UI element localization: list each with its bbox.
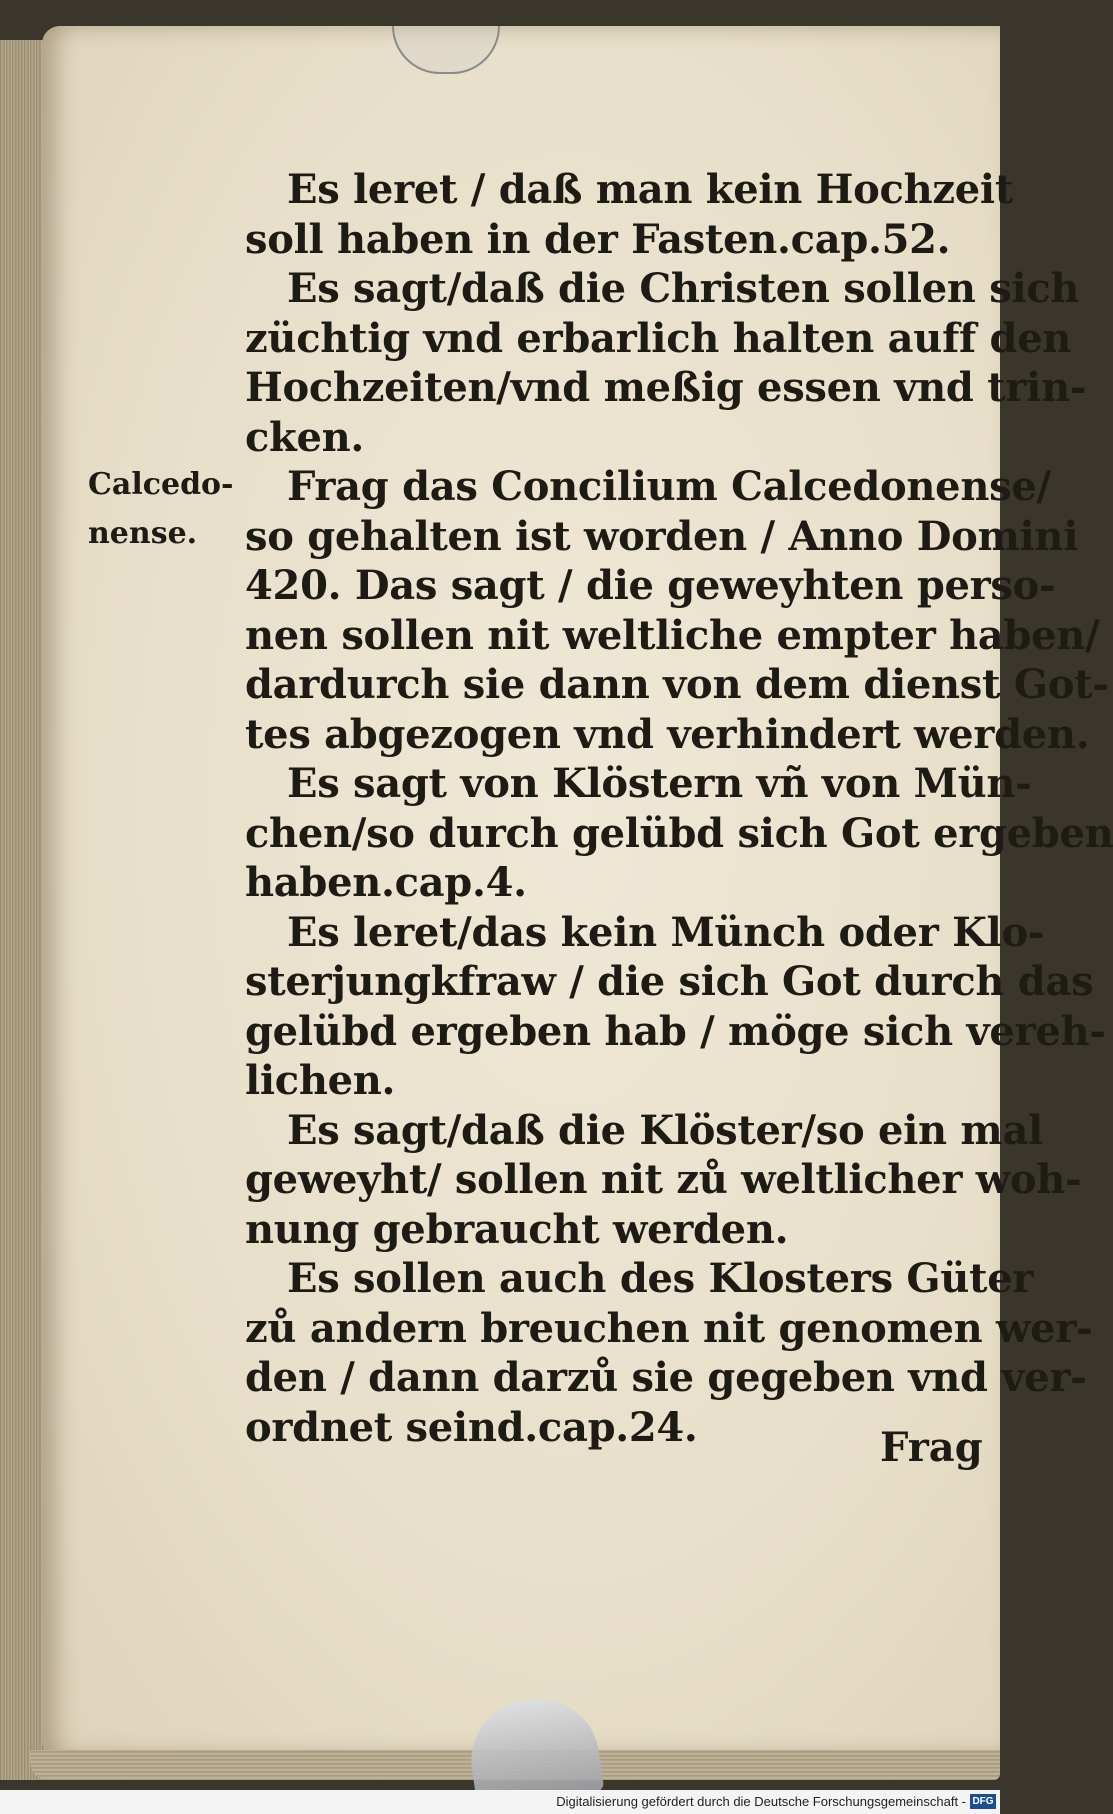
text-line: Es sagt/daß die Klöster/so ein mal (287, 1106, 1043, 1154)
digitization-credit: Digitalisierung gefördert durch die Deutsche Forschungsgemeinschaft - (556, 1794, 966, 1809)
text-line: Es sagt von Klöstern vñ von Mün- (287, 760, 1032, 807)
margin-note (88, 460, 234, 558)
text-line: nung gebraucht werden. (245, 1205, 789, 1253)
text-line: ordnet seind.cap.24. (245, 1403, 698, 1451)
text-line: geweyht/ sollen nit zů weltlicher woh- (245, 1156, 1082, 1203)
text-line: Frag das Concilium Calcedonense/ (287, 463, 1051, 510)
text-line: haben.cap.4. (245, 859, 527, 906)
text-line: chen/so durch gelübd sich Got ergeben (245, 809, 1113, 857)
text-line: gelübd ergeben hab / möge sich vereh- (245, 1007, 1106, 1055)
text-line: nen sollen nit weltliche empter haben/ (245, 611, 1100, 659)
text-line: cken. (245, 413, 365, 461)
margin-note-line: nense. (88, 516, 198, 551)
text-line: sterjungkfraw / die sich Got durch das (245, 958, 1094, 1005)
text-line: züchtig vnd erbarlich halten auff den (245, 314, 1072, 362)
footer-bar (0, 1790, 1000, 1814)
text-line: zů andern breuchen nit genomen wer- (245, 1304, 1093, 1352)
text-line: lichen. (245, 1057, 396, 1104)
main-text (245, 165, 1113, 1452)
text-line: Es sagt/daß die Christen sollen sich (287, 265, 1080, 312)
text-line: Hochzeiten/vnd meßig essen vnd trin- (245, 364, 1087, 411)
catchword: Frag (880, 1424, 983, 1471)
dfg-logo-icon: DFG (970, 1794, 996, 1809)
text-line: tes abgezogen vnd verhindert werden. (245, 710, 1090, 758)
text-line: den / dann darzů sie gegeben vnd ver- (245, 1354, 1087, 1401)
text-line: soll haben in der Fasten.cap.52. (245, 215, 951, 263)
text-line: so gehalten ist worden / Anno Domini (245, 512, 1079, 560)
text-line: Es leret/das kein Münch oder Klo- (287, 908, 1045, 956)
text-line: dardurch sie dann von dem dienst Got- (245, 661, 1109, 708)
margin-note-line: Calcedo- (88, 467, 234, 502)
text-line: Es leret / daß man kein Hochzeit (287, 166, 1014, 213)
text-line: 420. Das sagt / die geweyhten perso- (245, 562, 1056, 609)
text-line: Es sollen auch des Klosters Güter (287, 1255, 1034, 1302)
